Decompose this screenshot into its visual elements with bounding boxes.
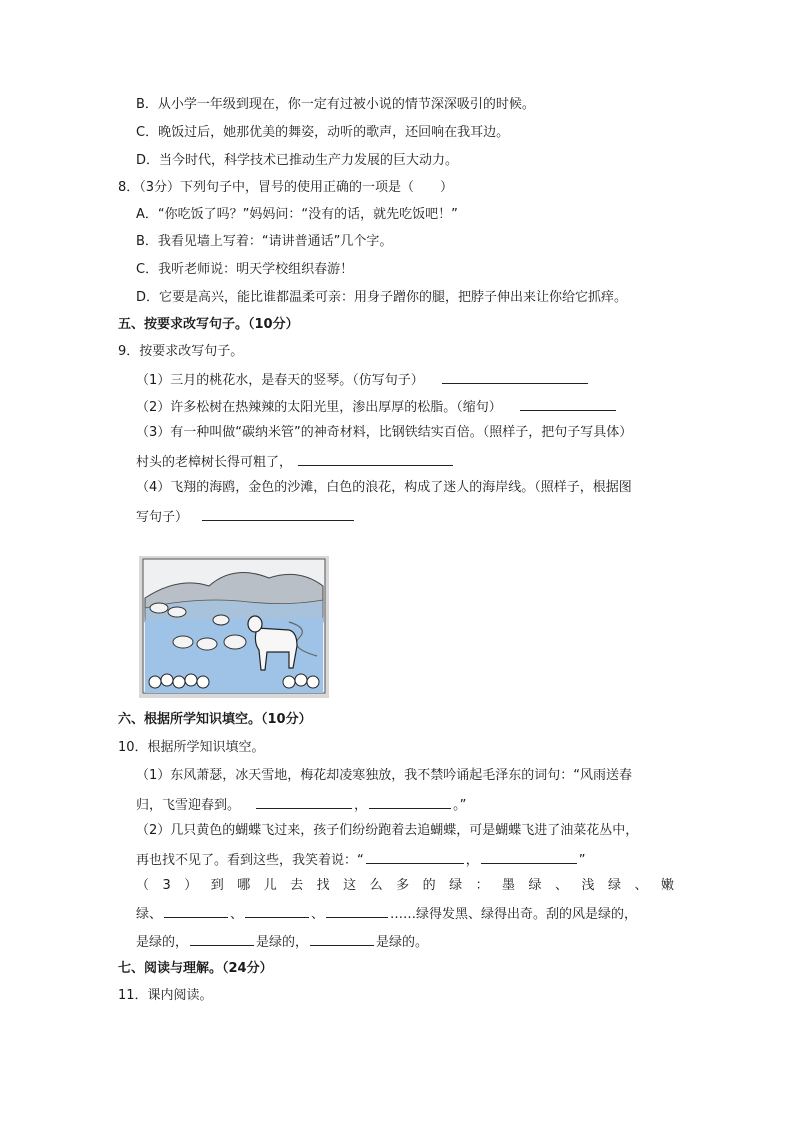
answer-blank[interactable] — [366, 850, 464, 864]
section-7-heading: 七、阅读与理解。（24分） — [118, 961, 273, 976]
q8-option-a: A．“你吃饭了吗？”妈妈问：“没有的话，就先吃饭吧！” — [136, 207, 458, 222]
section-5-heading: 五、按要求改写句子。（10分） — [118, 317, 299, 332]
section-6-heading: 六、根据所学知识填空。（10分） — [118, 712, 312, 727]
q9-stem: 9．按要求改写句子。 — [118, 344, 244, 359]
q9-item-2 — [136, 397, 618, 417]
answer-blank[interactable] — [256, 795, 352, 809]
q7-option-c: C．晚饭过后，她那优美的舞姿，动听的歌声，还回响在我耳边。 — [136, 125, 510, 140]
q10-item-2-line-1: （2）几只黄色的蝴蝶飞过来，孩子们纷纷跑着去追蝴蝶，可是蝴蝶飞进了油菜花丛中， — [136, 823, 639, 838]
q8-option-b: B．我看见墙上写着：“请讲普通话”几个字。 — [136, 234, 393, 249]
answer-blank[interactable] — [202, 507, 354, 521]
q10-item-3-text-a: 是绿的， — [136, 935, 189, 950]
q9-item-1 — [136, 370, 590, 390]
justified-char: ） — [184, 878, 198, 893]
q9-item-2-text: （2）许多松树在热辣辣的太阳光里，渗出厚厚的松脂。（缩句） — [136, 400, 502, 415]
q10-item-3-line-2 — [136, 904, 637, 924]
q10-item-1-text: 归，飞雪迎春到。 — [136, 798, 241, 813]
answer-blank[interactable] — [310, 932, 374, 946]
justified-char: （ — [136, 878, 150, 893]
q10-stem: 10．根据所学知识填空。 — [118, 740, 265, 755]
q9-item-4-text: 写句子） — [136, 510, 189, 525]
justified-char: 浅 — [581, 878, 595, 893]
justified-char: 儿 — [263, 878, 277, 893]
q9-item-3-text: 村头的老樟树长得可粗了， — [136, 455, 293, 470]
justified-char: 、 — [555, 878, 569, 893]
closing-quote: ” — [578, 853, 586, 868]
q7-option-b: B．从小学一年级到现在，你一定有过被小说的情节深深吸引的时候。 — [136, 97, 535, 112]
q7-option-d: D．当今时代，科学技术已推动生产力发展的巨大动力。 — [136, 153, 459, 168]
justified-char: 绿 — [607, 878, 621, 893]
q10-item-2-text: 再也找不见了。看到这些，我笑着说：“ — [136, 853, 364, 868]
answer-blank[interactable] — [245, 904, 309, 918]
justified-char: 到 — [210, 878, 224, 893]
q10-item-3-text-end: ……绿得发黑、绿得出奇。刮的风是绿的， — [390, 907, 638, 922]
pasture-drawing — [139, 556, 329, 698]
q9-item-4-line-2 — [136, 507, 356, 527]
separator: 、 — [230, 907, 244, 922]
justified-char: 找 — [316, 878, 330, 893]
answer-blank[interactable] — [369, 795, 451, 809]
answer-blank[interactable] — [164, 904, 228, 918]
justified-char: 绿 — [449, 878, 463, 893]
q9-item-3-line-1: （3）有一种叫做“碳纳米管”的神奇材料，比钢铁结实百倍。（照样子，把句子写具体） — [136, 425, 633, 440]
justified-char: 、 — [634, 878, 648, 893]
q10-item-2-line-2 — [136, 850, 586, 870]
q10-item-1-line-1: （1）东风萧瑟，冰天雪地，梅花却凌寒独放，我不禁吟诵起毛泽东的词句：“风雨送春 — [136, 768, 633, 783]
q10-item-3-text: 绿、 — [136, 907, 163, 922]
justified-char: 多 — [396, 878, 410, 893]
closing-quote: 。” — [453, 798, 467, 813]
answer-blank[interactable] — [442, 370, 588, 384]
comma: ， — [465, 853, 479, 868]
answer-blank[interactable] — [520, 397, 616, 411]
q10-item-3-text-c: 是绿的。 — [376, 935, 429, 950]
q8-stem: 8．（3分）下列句子中，冒号的使用正确的一项是（ ） — [118, 180, 454, 195]
q8-option-d: D．它要是高兴，能比谁都温柔可亲：用身子蹭你的腿，把脖子伸出来让你给它抓痒。 — [136, 290, 628, 305]
q9-item-1-text: （1）三月的桃花水，是春天的竖琴。（仿写句子） — [136, 373, 424, 388]
q9-item-3-line-2 — [136, 452, 455, 472]
answer-blank[interactable] — [298, 452, 453, 466]
justified-char: ： — [475, 878, 489, 893]
justified-char: 的 — [422, 878, 436, 893]
answer-blank[interactable] — [326, 904, 388, 918]
q9-item-4-line-1: （4）飞翔的海鸥，金色的沙滩，白色的浪花，构成了迷人的海岸线。（照样子，根据图 — [136, 480, 632, 495]
justified-char: 3 — [162, 878, 171, 893]
q10-item-3-text-b: 是绿的， — [256, 935, 309, 950]
justified-char: 去 — [290, 878, 304, 893]
separator: 、 — [311, 907, 325, 922]
justified-char: 哪 — [237, 878, 251, 893]
answer-blank[interactable] — [481, 850, 577, 864]
justified-char: 嫩 — [660, 878, 674, 893]
q11-stem: 11．课内阅读。 — [118, 988, 213, 1003]
comma: ， — [354, 798, 368, 813]
justified-char: 这 — [343, 878, 357, 893]
justified-char: 绿 — [528, 878, 542, 893]
q10-item-3-line-3 — [136, 932, 428, 952]
q10-item-1-line-2 — [136, 795, 466, 815]
justified-char: 么 — [369, 878, 383, 893]
q8-option-c: C．我听老师说：明天学校组织春游！ — [136, 262, 354, 277]
justified-char: 墨 — [502, 878, 516, 893]
q10-item-3-line-1 — [136, 877, 674, 895]
pasture-illustration — [139, 556, 329, 698]
answer-blank[interactable] — [190, 932, 254, 946]
